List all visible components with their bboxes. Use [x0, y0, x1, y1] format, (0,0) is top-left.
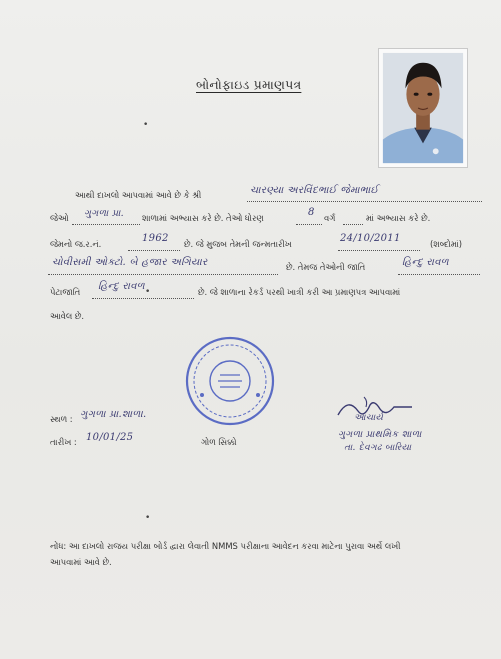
caste-value: હિન્દુ રાવળ — [402, 257, 449, 268]
fill-line — [296, 224, 322, 225]
line4-mid: છે. તેમજ તેઓની જાતિ — [286, 262, 366, 272]
student-name: ચારણ્યા અરવિંદભાઈ જેમાભાઈ — [250, 185, 379, 196]
fill-line — [48, 274, 278, 275]
punch-mark: • — [145, 287, 151, 297]
birth-date-words: ચોવીસમી ઓક્ટો. બે હજાર અગિયાર — [52, 257, 208, 268]
place-value: ગુગળા પ્રા.શાળા. — [80, 409, 147, 420]
school-address-stamp: તા. દેવગઢ બારિયા — [344, 443, 412, 453]
line3-prefix: જેમનો જ.ર.નં. — [50, 239, 102, 249]
principal-title-handwritten: આચાર્ય — [354, 413, 384, 423]
school-name-handwritten: ગુગળા પ્રા. — [84, 208, 124, 219]
student-photo — [378, 48, 468, 168]
note-text: નોંધ: આ દાખલો રાજય પરીક્ષા બોર્ડ દ્વારા લેવાતી NMMS પરીક્ષાના આવેદન કરવા માટેના પુરાવા અર્થે લખી — [50, 541, 401, 551]
line2-suffix: માં અભ્યાસ કરે છે. — [366, 213, 431, 223]
line5-suffix: છે. જે શાળાના રેકર્ડ પરથી ખાત્રી કરી આ પ્રમાણપત્ર આપવામાં — [198, 287, 401, 297]
line3-suffix: (શબ્દોમાં) — [430, 239, 463, 249]
fill-line — [92, 298, 194, 299]
birth-date: 24/10/2011 — [340, 233, 401, 244]
fill-line — [247, 201, 482, 202]
line3-mid: છે. જે મુજબ તેમની જન્મતારીખ — [184, 239, 292, 249]
fill-line — [338, 250, 420, 251]
subcaste-value: હિન્દુ રાવળ — [98, 281, 145, 292]
place-label: સ્થળ : — [50, 414, 73, 424]
register-number: 1962 — [142, 233, 169, 244]
stamp-label: ગોળ સિક્કો — [201, 437, 237, 447]
document-title: બોનોફાઇડ પ્રમાણપત્ર — [196, 77, 302, 92]
line2-mid: શાળામાં અભ્યાસ કરે છે. તેઓ ધોરણ — [142, 213, 264, 223]
line5-prefix: પેટાજાતિ — [50, 287, 81, 297]
fill-line — [128, 250, 180, 251]
punch-mark: • — [143, 120, 149, 130]
school-seal — [184, 335, 276, 427]
school-name-stamp: ગુગળા પ્રાથમિક શાળા — [338, 429, 422, 440]
date-value: 10/01/25 — [86, 432, 134, 443]
fill-line — [72, 224, 140, 225]
fill-line — [398, 274, 480, 275]
fill-line — [343, 224, 363, 225]
date-label: તારીખ : — [50, 437, 77, 447]
line2-prefix: જેઓ — [50, 213, 69, 223]
standard-value: 8 — [308, 207, 315, 218]
punch-mark: • — [145, 513, 151, 523]
note-text-continued: આપવામાં આવે છે. — [50, 557, 112, 567]
line6-text: આવેલ છે. — [50, 311, 85, 321]
line2-class: વર્ગ — [324, 213, 336, 223]
certify-text: આથી દાખલો આપવામાં આવે છે કે શ્રી — [75, 190, 202, 200]
